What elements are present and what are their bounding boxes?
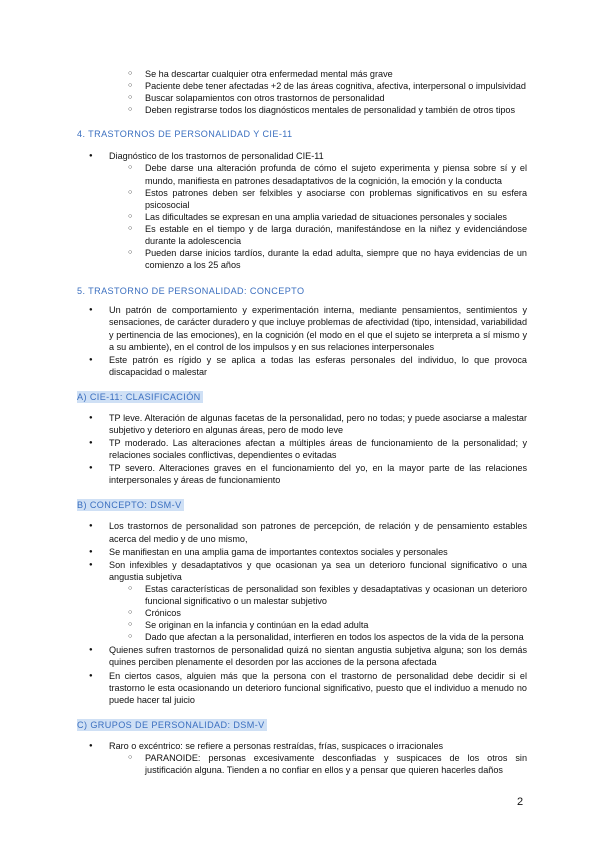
list-item (77, 559, 527, 644)
list-item: ● TP moderado. Las alteraciones afectan a múltiples áreas de funcionamiento de la personalidad; y relaciones sociales conflictivas, dependientes o evitadas (77, 437, 527, 461)
section-b-heading-text: B) CONCEPTO: DSM-V (77, 500, 182, 511)
section-5-list (77, 304, 527, 378)
list-item-text: Son infexibles y desadaptativos y que ocasionan ya sea un deterioro funcional significativo o una angustia subjetiva (109, 559, 527, 582)
section-a-heading (77, 391, 527, 403)
list-item: ● En ciertos casos, alguien más que la persona con el trastorno de personalidad debe decidir si el trastorno le esta ocasionando un deterioro funcional significativo, puesto que el individuo a menudo no puede hacer tal juicio (77, 670, 527, 706)
page-content (77, 68, 527, 777)
list-item: ○ Buscar solapamientos con otros trastornos de personalidad (77, 92, 527, 104)
section-a-list (77, 412, 527, 487)
list-item: ○ Estas características de personalidad son fexibles y desadaptativas y ocasionan un deterioro funcional significativo o un malestar subjetivo (109, 583, 527, 607)
list-item-text: Raro o excéntrico: se refiere a personas restraídas, frías, suspicaces o irracionales (109, 740, 444, 751)
list-item: ● Quienes sufren trastornos de personalidad quizá no sientan angustia subjetiva alguna; son los demás quines perciben plenamente el desorden por las acciones de la persona afectada (77, 644, 527, 668)
list-item: ● Se manifiestan en una amplia gama de importantes contextos sociales y personales (77, 546, 527, 558)
list-item: ○ Paciente debe tener afectadas +2 de las áreas cognitiva, afectiva, interpersonal o impulsividad (77, 80, 527, 92)
section-c-heading (77, 719, 527, 731)
list-item: ○ Se ha descartar cualquier otra enfermedad mental más grave (77, 68, 527, 80)
section-c-sublist (109, 752, 527, 776)
section-b-heading (77, 499, 527, 511)
section-4-heading: 4. TRASTORNOS DE PERSONALIDAD Y CIE-11 (77, 129, 293, 140)
section-4-sublist (109, 162, 527, 271)
list-item: ○ Pueden darse inicios tardíos, durante la edad adulta, siempre que no haya evidencias de un comienzo a los 25 años (109, 247, 527, 271)
section-c-list (77, 740, 527, 776)
list-item: ○ Deben registrarse todos los diagnósticos mentales de personalidad y también de otros tipos (77, 104, 527, 116)
list-item (77, 150, 527, 271)
section-b-sublist (109, 583, 527, 643)
section-4-list (77, 150, 527, 271)
page-number: 2 (517, 796, 524, 808)
list-item: ○ Dado que afectan a la personalidad, interfieren en todos los aspectos de la vida de la persona (109, 631, 527, 643)
list-item: ○ Estos patrones deben ser felxibles y asociarse con problemas significativos en su esfera psicosocial (109, 187, 527, 211)
list-item: ○ Es estable en el tiempo y de larga duración, manifestándose en la niñez y evidenciándose durante la adolescencia (109, 223, 527, 247)
list-item: ○ Se originan en la infancia y continúan en la edad adulta (109, 619, 527, 631)
list-item: ● Un patrón de comportamiento y experimentación interna, mediante pensamientos, sentimientos y sensaciones, de carácter duradero y que incluye problemas de afectividad (tipo, intensidad, variabilidad y pertinencia de las emociones), en la cognición (el modo en el que el sujeto se interpreta a sí mismo y a su ambiente), en el control de los impulsos y en sus relaciones interpersonales (77, 304, 527, 352)
section-a-heading-text: A) CIE-11: CLASIFICACIÓN (77, 391, 201, 402)
list-item (77, 740, 527, 776)
intro-list (77, 68, 527, 116)
list-item: ● Este patrón es rígido y se aplica a todas las esferas personales del individuo, lo que provoca discapacidad o malestar (77, 354, 527, 378)
section-b-list (77, 520, 527, 705)
list-item: ○ Debe darse una alteración profunda de cómo el sujeto experimenta y piensa sobre sí y el mundo, manifiesta en patrones desadaptativos de la cognición, la emoción y la conducta (109, 162, 527, 186)
list-item-text: Diagnóstico de los trastornos de personalidad CIE-11 (109, 151, 324, 162)
list-item: ● TP leve. Alteración de algunas facetas de la personalidad, pero no todas; y puede asociarse a malestar subjetivo y deterioro en algunas áreas, pero de modo leve (77, 412, 527, 436)
list-item: ○ Crónicos (109, 607, 527, 619)
section-5-heading: 5. TRASTORNO DE PERSONALIDAD: CONCEPTO (77, 286, 305, 297)
list-item: ○ PARANOIDE: personas excesivamente desconfiadas y suspicaces de los otros sin justificación alguna. Tienden a no confiar en ellos y a pensar que quieren hacerles daños (109, 752, 527, 776)
list-item: ● TP severo. Alteraciones graves en el funcionamiento del yo, en la mayor parte de las relaciones interpersonales y áreas de funcionamiento (77, 462, 527, 486)
list-item: ○ Las dificultades se expresan en una amplia variedad de situaciones personales y sociales (109, 211, 527, 223)
section-c-heading-text: C) GRUPOS DE PERSONALIDAD: DSM-V (77, 719, 265, 730)
list-item: ● Los trastornos de personalidad son patrones de percepción, de relación y de pensamiento estables acerca del medio y de uno mismo, (77, 520, 527, 544)
